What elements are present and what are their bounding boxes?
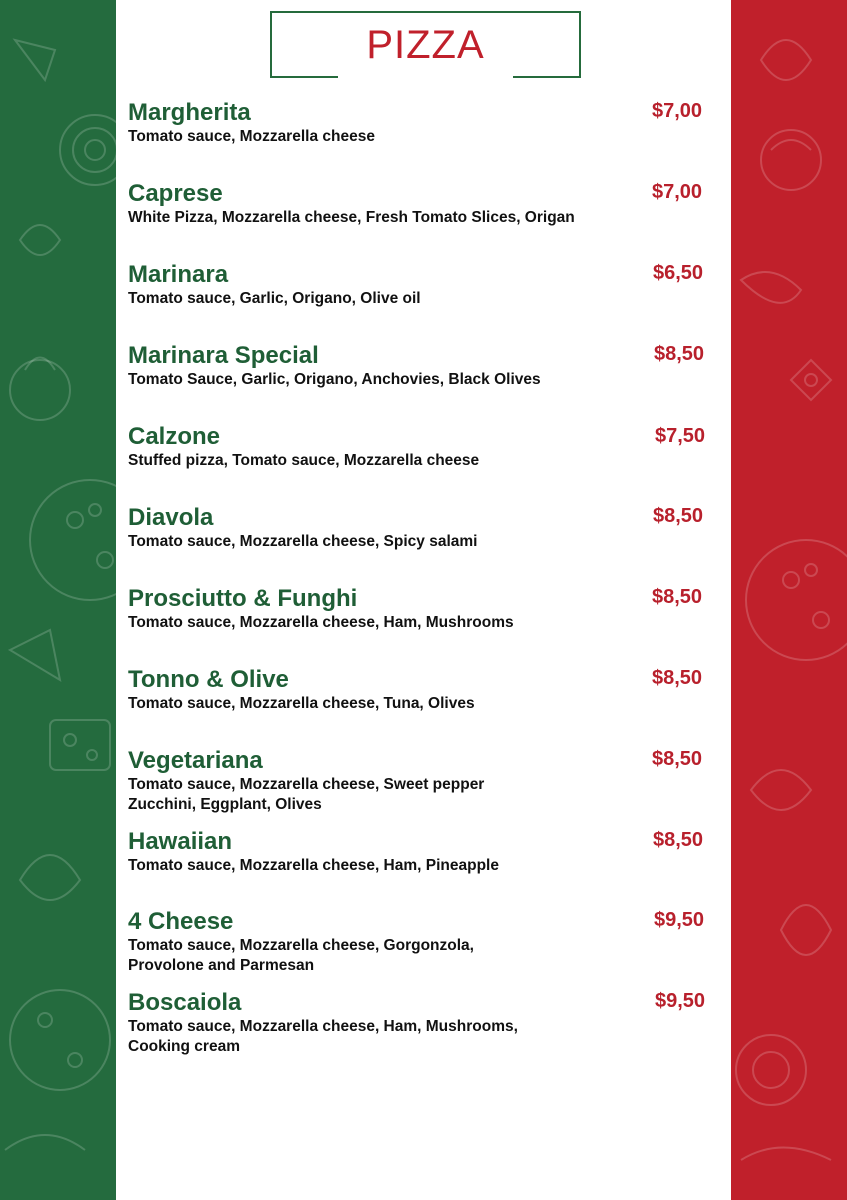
menu-item	[128, 261, 728, 309]
item-name: Prosciutto & Funghi	[128, 585, 358, 612]
item-description: Tomato sauce, Mozzarella cheese, Gorgonzola,	[128, 937, 474, 954]
item-description: Tomato sauce, Mozzarella cheese, Ham, Mushrooms,	[128, 1018, 518, 1035]
menu-item	[128, 342, 728, 390]
item-price: $8,50	[653, 829, 704, 851]
item-description: Tomato sauce, Mozzarella cheese, Ham, Pineapple	[128, 857, 499, 874]
food-doodle-pattern-right	[731, 0, 847, 1200]
menu-item	[128, 99, 728, 147]
menu-item	[128, 504, 728, 552]
item-name: Vegetariana	[128, 747, 263, 774]
item-price: $6,50	[653, 262, 704, 284]
item-name: Margherita	[128, 99, 251, 126]
item-description: Tomato sauce, Mozzarella cheese, Tuna, Olives	[128, 695, 475, 712]
item-name: Boscaiola	[128, 989, 242, 1016]
right-red-band	[731, 0, 847, 1200]
menu-item	[128, 747, 728, 815]
item-name: Hawaiian	[128, 828, 233, 855]
menu-item	[128, 666, 728, 714]
item-description: Tomato sauce, Mozzarella cheese, Spicy salami	[128, 533, 478, 550]
item-description: Tomato sauce, Mozzarella cheese, Sweet pepper	[128, 776, 485, 793]
item-price: $9,50	[654, 909, 705, 931]
item-description: Tomato sauce, Garlic, Origano, Olive oil	[128, 290, 421, 307]
item-description: Tomato sauce, Mozzarella cheese, Ham, Mushrooms	[128, 614, 514, 631]
item-description: Tomato sauce, Mozzarella cheese	[128, 128, 375, 145]
item-name: Diavola	[128, 504, 214, 531]
item-description: Tomato Sauce, Garlic, Origano, Anchovies, Black Olives	[128, 371, 541, 388]
item-description: Stuffed pizza, Tomato sauce, Mozzarella cheese	[128, 452, 480, 469]
menu-item	[128, 828, 728, 876]
menu-item	[128, 180, 728, 228]
left-green-band	[0, 0, 116, 1200]
item-price: $9,50	[655, 990, 706, 1012]
menu-item	[128, 423, 728, 471]
item-description: White Pizza, Mozzarella cheese, Fresh Tomato Slices, Origan	[128, 209, 575, 226]
menu-item	[128, 908, 728, 976]
item-name: 4 Cheese	[128, 908, 234, 935]
item-price: $8,50	[652, 748, 703, 770]
item-description: Provolone and Parmesan	[128, 957, 315, 974]
item-price: $8,50	[654, 343, 705, 365]
item-price: $8,50	[653, 505, 704, 527]
menu-item	[128, 585, 728, 633]
item-price: $7,50	[655, 425, 706, 447]
item-description: Zucchini, Eggplant, Olives	[128, 796, 322, 813]
food-doodle-pattern-left	[0, 0, 116, 1200]
item-price: $8,50	[652, 586, 703, 608]
page-title: PIZZA	[366, 23, 485, 67]
item-price: $8,50	[652, 667, 703, 689]
item-price: $7,00	[652, 181, 703, 203]
item-name: Caprese	[128, 180, 223, 207]
item-name: Tonno & Olive	[128, 666, 289, 693]
item-price: $7,00	[652, 100, 703, 122]
item-name: Marinara	[128, 261, 229, 288]
item-description: Cooking cream	[128, 1038, 240, 1055]
item-name: Calzone	[128, 423, 221, 450]
menu-item	[128, 989, 728, 1057]
item-name: Marinara Special	[128, 342, 319, 369]
